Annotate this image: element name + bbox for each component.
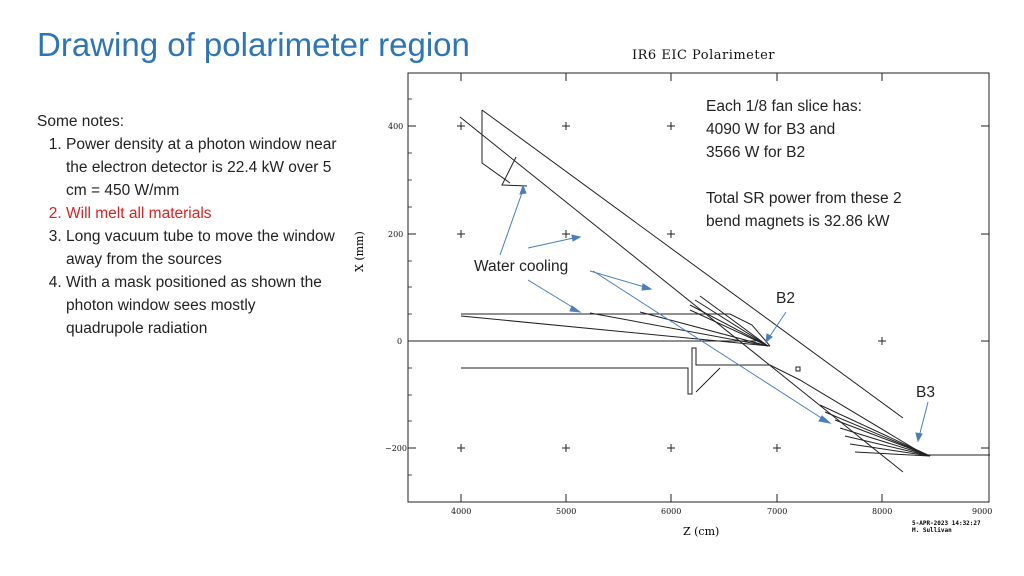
stamp-author: M. Sullivan [912,527,952,534]
y-axis-ticks [408,126,989,448]
note-item-3: 3. Long vacuum tube to move the window away from the sources [66,225,337,271]
y-tick-label: 200 [388,230,404,239]
timestamp-stamp [912,520,981,534]
y-tick-label: −200 [385,444,407,453]
y-minor-ticks [408,99,412,475]
x-tick-label: 5000 [556,507,577,516]
lower-beampipe [461,348,990,455]
notes-heading: Some notes: [37,113,125,130]
beamline-geometry [410,110,990,472]
tube-end-cap [482,110,510,183]
note-item-2: 2. Will melt all materials [66,202,337,225]
flare [696,368,720,392]
mask-triangle [502,157,527,186]
note-item-1: 1. Power density at a photon window near the electron detector is 22.4 kW over 5 cm = 450 W/mm [66,133,337,202]
slide-title: Drawing of polarimeter region [37,26,470,63]
y-tick-label: 0 [397,337,403,346]
note-item-4: 4. With a mask positioned as shown the photon window sees mostly quadrupole radiation [66,271,337,340]
b3-label: B3 [916,384,935,401]
water-cooling-label: Water cooling [474,258,569,275]
b2-label: B2 [776,290,795,307]
x-tick-label: 9000 [972,507,993,516]
fan-line: Each 1/8 fan slice has: [706,98,862,115]
figure-title: IR6 EIC Polarimeter [632,48,776,63]
fan-slice-note [706,95,936,164]
fan-line: 3566 W for B2 [706,144,806,161]
x-axis-label: Z (cm) [683,525,720,538]
y-axis-label: X (mm) [353,231,366,272]
stamp-date: 5-APR-2023 14:32:27 [912,520,981,527]
x-tick-label: 6000 [661,507,682,516]
total-line: Total SR power from these 2 [706,190,902,207]
y-tick-label: 400 [388,122,404,131]
x-tick-label: 4000 [451,507,472,516]
x-tick-label: 8000 [872,507,893,516]
total-power-note [706,187,936,233]
fan-line: 4090 W for B3 and [706,121,836,138]
tube-lower-wall [460,117,903,472]
total-line: bend magnets is 32.86 kW [706,213,890,230]
x-tick-label: 7000 [767,507,788,516]
